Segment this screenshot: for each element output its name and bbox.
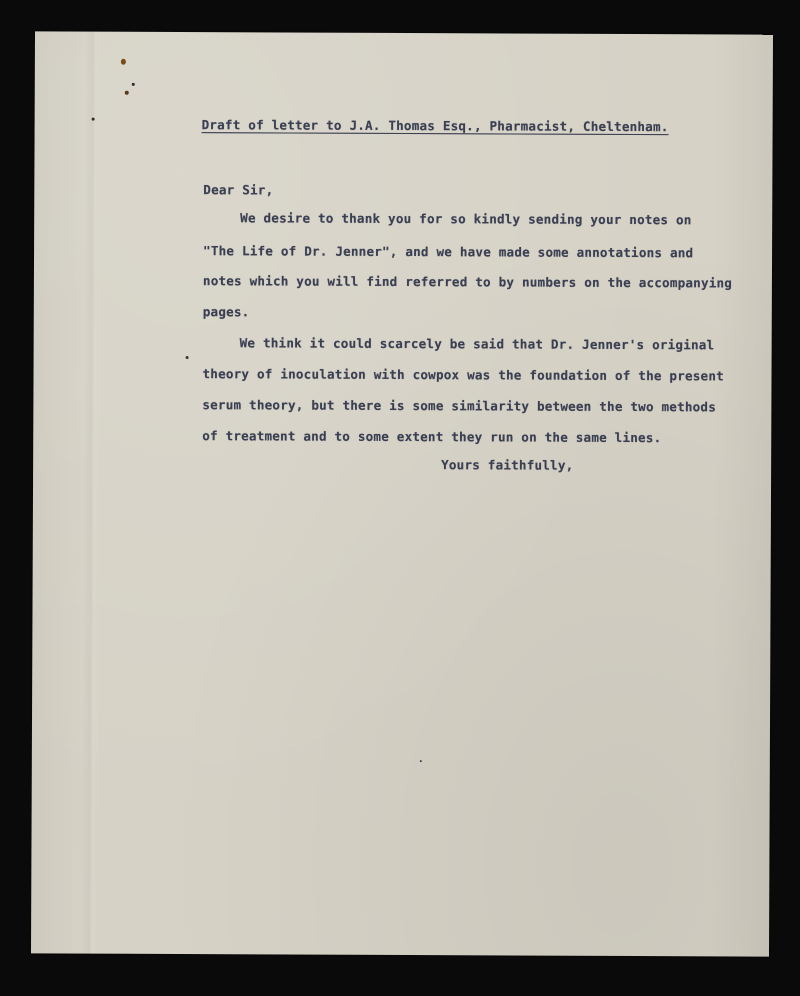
body-line-5: We think it could scarcely be said that Dr. Jenner's original bbox=[239, 335, 715, 353]
letter-page bbox=[31, 31, 773, 956]
body-line-3: notes which you will find referred to by numbers on the accompanying bbox=[202, 273, 733, 291]
stain-mark bbox=[132, 83, 135, 86]
salutation: Dear Sir, bbox=[203, 182, 274, 198]
body-line-7: serum theory, but there is some similarity between the two methods bbox=[202, 397, 717, 415]
stain-mark bbox=[125, 91, 129, 95]
body-line-8: of treatment and to some extent they run on the same lines. bbox=[202, 428, 662, 446]
stain-mark bbox=[186, 356, 189, 359]
body-line-2: "The Life of Dr. Jenner", and we have made some annotations and bbox=[203, 243, 694, 261]
closing: Yours faithfully, bbox=[441, 457, 574, 473]
stain-mark bbox=[121, 59, 126, 65]
body-line-4: pages. bbox=[202, 304, 250, 320]
body-line-6: theory of inoculation with cowpox was the foundation of the present bbox=[202, 366, 724, 384]
stain-mark bbox=[92, 118, 95, 121]
body-line-1: We desire to thank you for so kindly sending your notes on bbox=[240, 210, 692, 228]
letter-heading: Draft of letter to J.A. Thomas Esq., Pharmacist, Cheltenham. bbox=[201, 117, 669, 135]
paper-fold bbox=[81, 32, 103, 954]
stain-mark bbox=[420, 760, 422, 762]
